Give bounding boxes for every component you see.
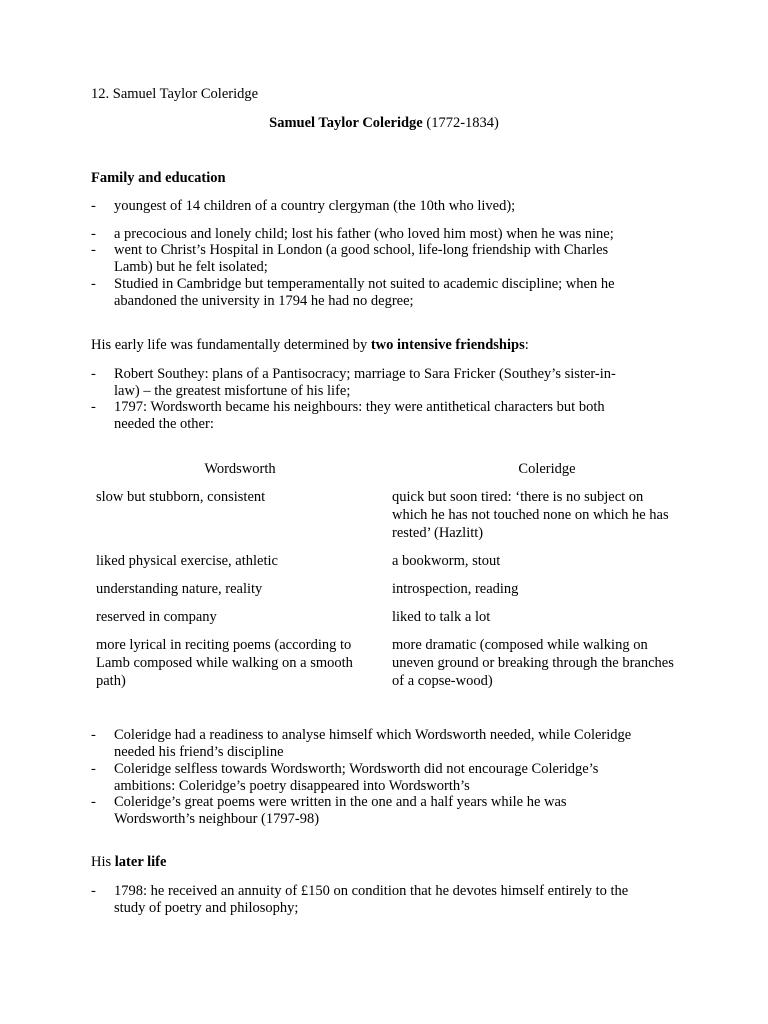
dash-marker: -: [91, 242, 96, 258]
table-header-wordsworth: Wordsworth: [204, 461, 276, 477]
table-cell: liked to talk a lot: [392, 609, 491, 625]
family-heading: Family and education: [91, 170, 226, 186]
title-dates: (1772-1834): [422, 115, 499, 131]
table-cell: understanding nature, reality: [96, 581, 263, 597]
table-cell: a bookworm, stout: [392, 553, 501, 569]
title-name: Samuel Taylor Coleridge: [269, 115, 423, 131]
list-item-text: a precocious and lonely child; lost his father (who loved him most) when he was nine;: [114, 226, 614, 242]
dash-marker: -: [91, 727, 96, 743]
later-life-heading: His later life: [91, 854, 167, 870]
list-item-text: Coleridge’s great poems were written in the one and a half years while he was Wordsworth’s neighbour (1797-98): [114, 794, 567, 827]
dash-marker: -: [91, 399, 96, 415]
dash-marker: -: [91, 794, 96, 810]
section-header: 12. Samuel Taylor Coleridge: [91, 86, 259, 102]
list-item-text: 1797: Wordsworth became his neighbours: they were antithetical characters but both needed the other:: [114, 399, 605, 432]
early-life-intro: His early life was fundamentally determined by two intensive friendships:: [91, 337, 529, 353]
list-item-text: youngest of 14 children of a country clergyman (the 10th who lived);: [114, 198, 516, 214]
list-item-text: Robert Southey: plans of a Pantisocracy; marriage to Sara Fricker (Southey’s sister-in- law) – the greatest misfortune of his life;: [114, 366, 616, 399]
table-cell: introspection, reading: [392, 581, 519, 597]
dash-marker: -: [91, 883, 96, 899]
dash-marker: -: [91, 276, 96, 292]
dash-marker: -: [91, 366, 96, 382]
table-cell: quick but soon tired: ‘there is no subject on which he has not touched none on which he has rested’ (Hazlitt): [392, 489, 669, 541]
table-header-coleridge: Coleridge: [518, 461, 576, 477]
table-cell: more lyrical in reciting poems (according to Lamb composed while walking on a smooth path): [96, 637, 353, 689]
table-cell: more dramatic (composed while walking on uneven ground or breaking through the branches of a copse-wood): [392, 637, 674, 689]
page-title: [0, 115, 768, 132]
list-item-text: 1798: he received an annuity of £150 on condition that he devotes himself entirely to the study of poetry and philosophy;: [114, 883, 629, 916]
table-cell: reserved in company: [96, 609, 217, 625]
list-item-text: Studied in Cambridge but temperamentally not suited to academic discipline; when he abandoned the university in 1794 he had no degree;: [114, 276, 615, 309]
list-item-text: Coleridge selfless towards Wordsworth; Wordsworth did not encourage Coleridge’s ambitions: Coleridge’s poetry disappeared into Wordsworth’s: [114, 761, 599, 794]
dash-marker: -: [91, 226, 96, 242]
table-cell: liked physical exercise, athletic: [96, 553, 278, 569]
list-item-text: went to Christ’s Hospital in London (a good school, life-long friendship with Charles Lamb) but he felt isolated;: [114, 242, 609, 275]
list-item-text: Coleridge had a readiness to analyse himself which Wordsworth needed, while Coleridge needed his friend’s discipline: [114, 727, 632, 760]
dash-marker: -: [91, 198, 96, 214]
dash-marker: -: [91, 761, 96, 777]
table-cell: slow but stubborn, consistent: [96, 489, 266, 505]
